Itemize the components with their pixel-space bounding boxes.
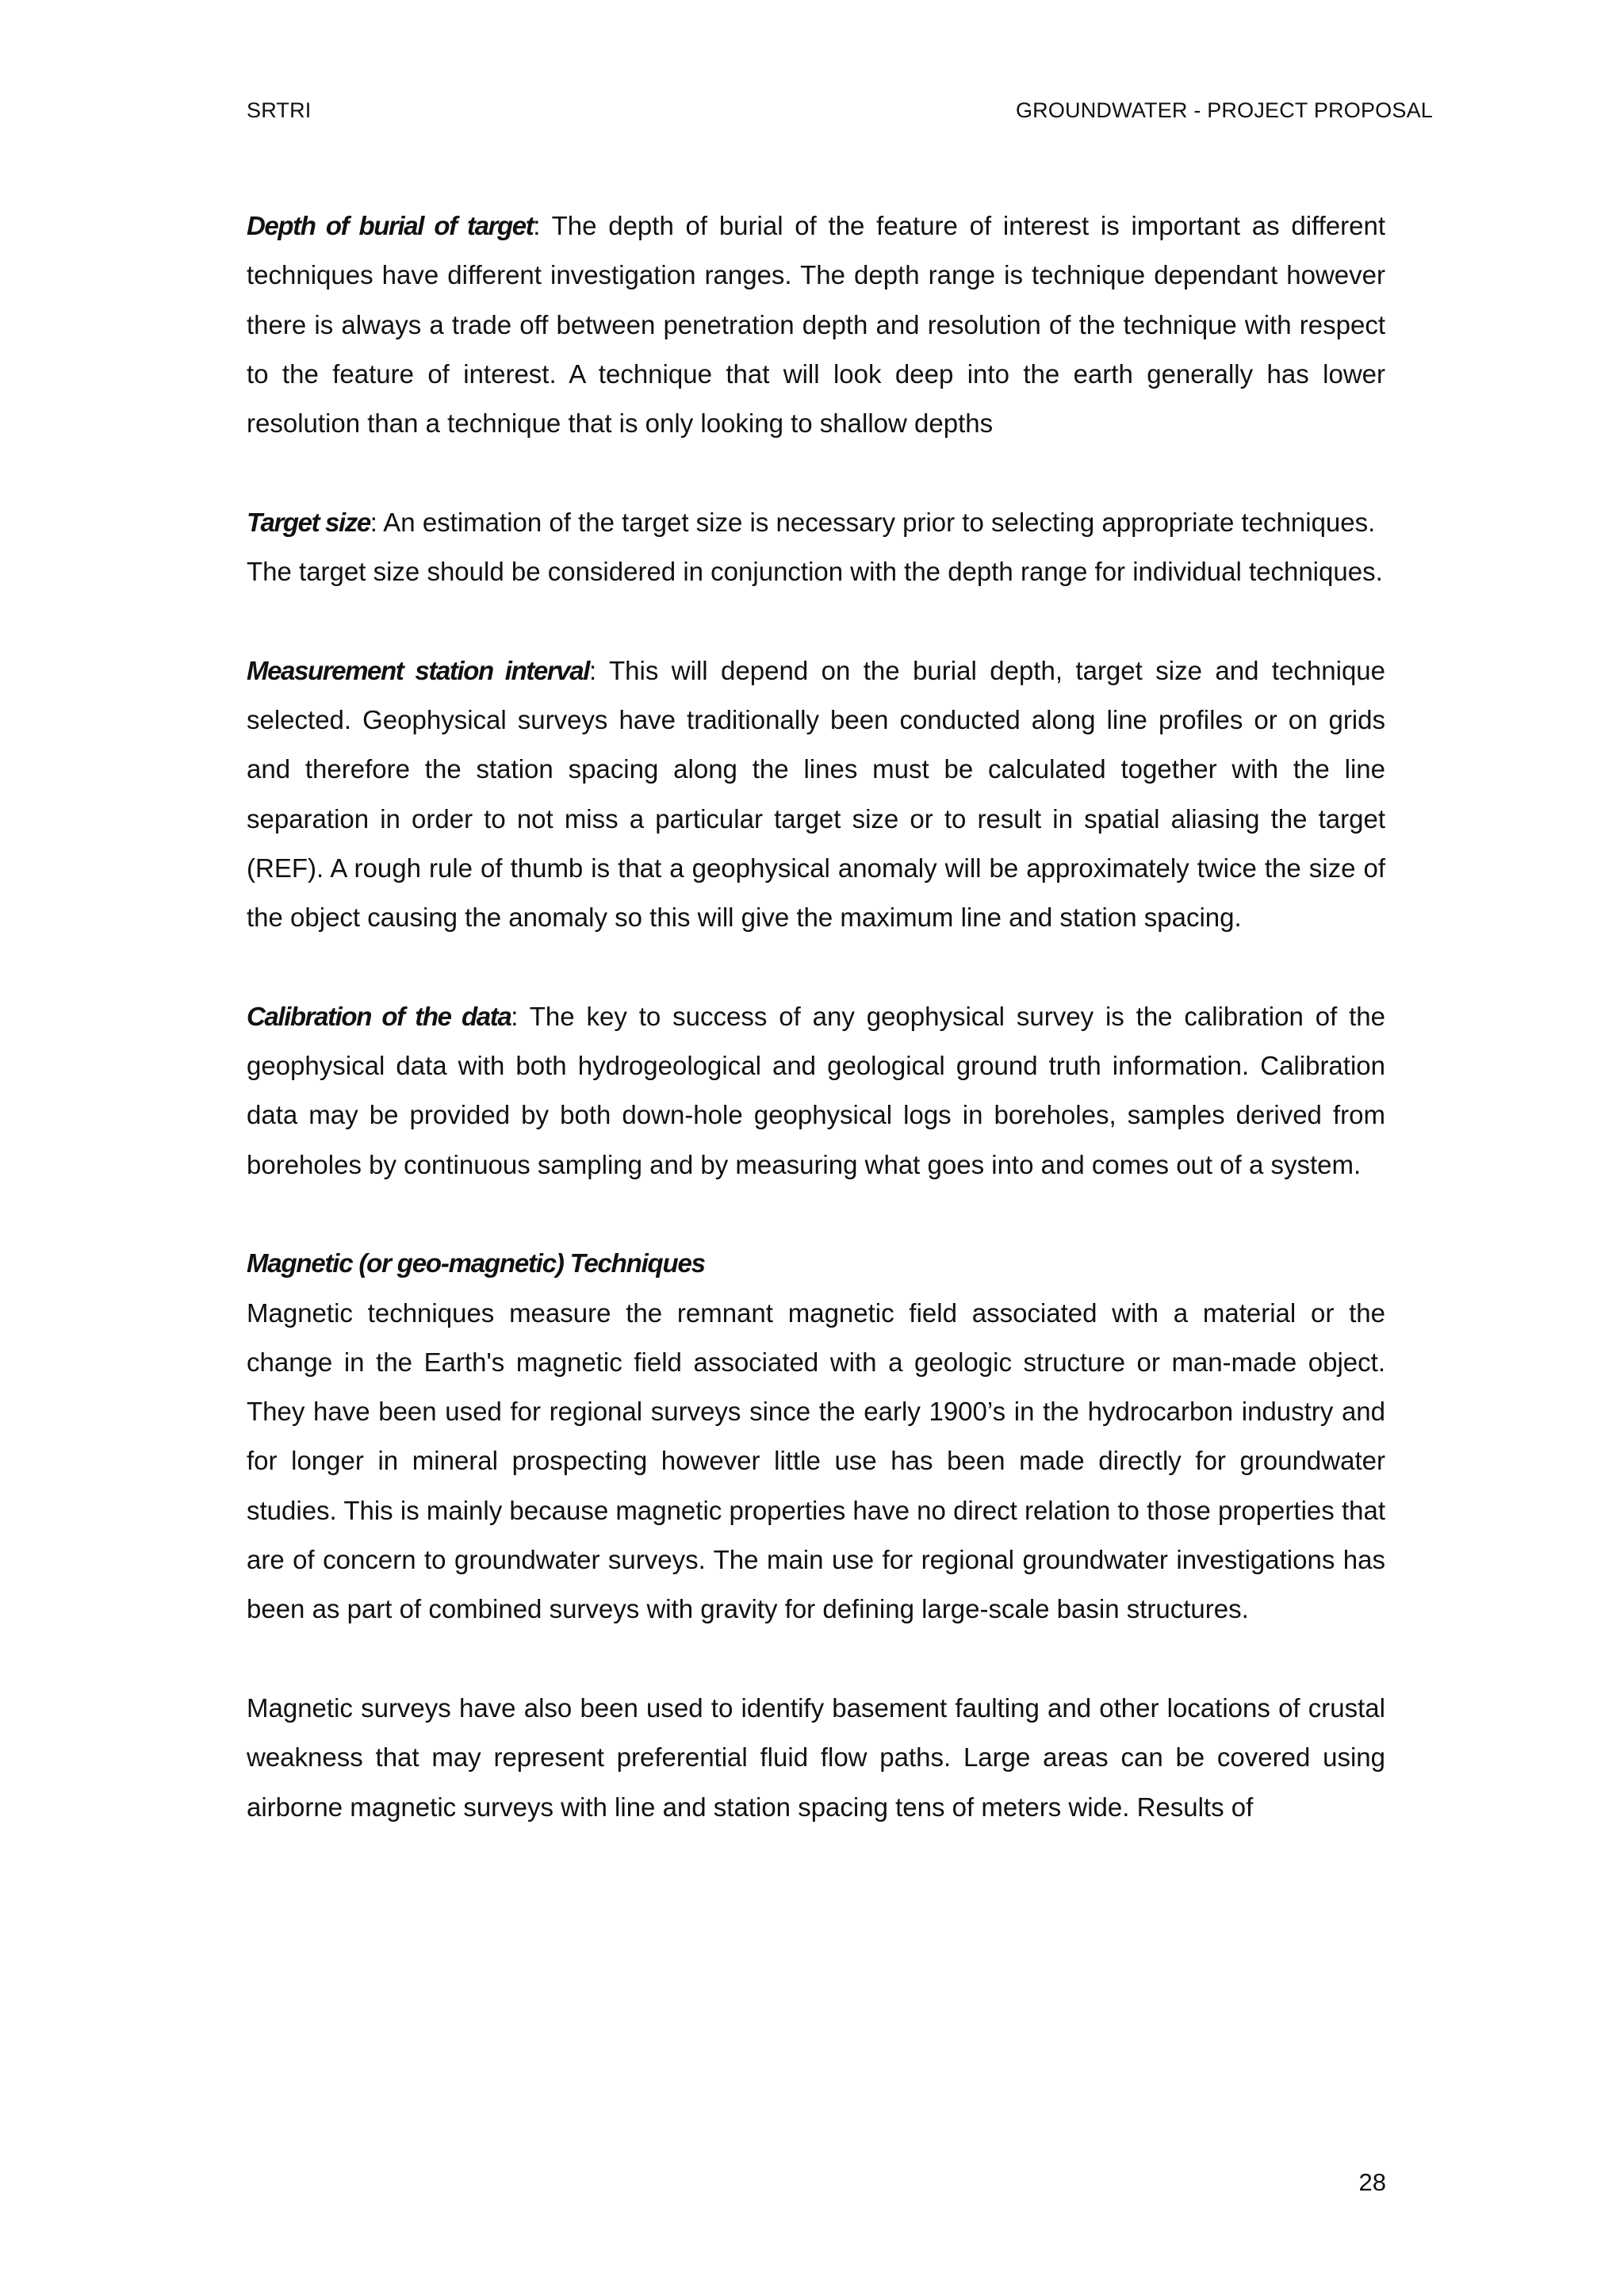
paragraph-target-size <box>247 498 1385 597</box>
paragraph-station-interval <box>247 646 1385 943</box>
section-heading-magnetic: Magnetic (or geo-magnetic) Techniques <box>247 1248 705 1278</box>
header-title: GROUNDWATER - PROJECT PROPOSAL <box>1015 98 1433 122</box>
paragraph-magnetic-1: Magnetic techniques measure the remnant magnetic field associated with a material or the change in the Earth's magnetic field associated with a geologic structure or man-made object. They have been used for regional surveys since the early 1900’s in the hydrocarbon industry and for longer in mineral prospecting however little use has been made directly for groundwater studies. This is mainly because magnetic properties have no direct relation to those properties that are of concern to groundwater surveys. The main use for regional groundwater investigations has been as part of combined surveys with gravity for defining large-scale basin structures. <box>247 1297 1385 1624</box>
header-org: SRTRI <box>247 98 312 122</box>
page-number: 28 <box>1358 2168 1386 2196</box>
term-calibration: Calibration of the data <box>247 1001 511 1031</box>
text-depth-of-burial: : The depth of burial of the feature of interest is important as different techniques have different investigation ranges. The depth range is technique dependant however there is always a trade off between penetration depth and resolution of the technique with respect to the feature of interest. A technique that will look deep into the earth generally has lower resolution than a technique that is only looking to shallow depths <box>247 211 1385 439</box>
paragraph-calibration <box>247 992 1385 1190</box>
page-header <box>247 98 1433 130</box>
term-target-size: Target size <box>247 507 370 537</box>
text-station-interval: : This will depend on the burial depth, target size and technique selected. Geophysical surveys have traditionally been conducted along line profiles or on grids and therefore the station spacing along the lines must be calculated together with the line separation in order to not miss a particular target size or to result in spatial aliasing the target (REF). A rough rule of thumb is that a geophysical anomaly will be approximately twice the size of the object causing the anomaly so this will give the maximum line and station spacing. <box>247 655 1385 933</box>
text-target-size-2: The target size should be considered in conjunction with the depth range for individual techniques. <box>247 557 1383 587</box>
text-target-size: : An estimation of the target size is necessary prior to selecting appropriate techniques. <box>370 507 1376 537</box>
document-body <box>247 201 1385 1881</box>
paragraph-depth-of-burial <box>247 201 1385 448</box>
paragraph-magnetic-2: Magnetic surveys have also been used to identify basement faulting and other locations of crustal weakness that may represent preferential fluid flow paths. Large areas can be covered using airborne magnetic surveys with line and station spacing tens of meters wide. Results of <box>247 1692 1385 1822</box>
term-depth-of-burial: Depth of burial of target <box>247 211 534 240</box>
term-station-interval: Measurement station interval <box>247 655 589 685</box>
text-calibration: : The key to success of any geophysical survey is the calibration of the geophysical data with both hydrogeological and geological ground truth information. Calibration data may be provided by both down-hole geophysical logs in boreholes, samples derived from boreholes by continuous sampling and by measuring what goes into and comes out of a system. <box>247 1001 1385 1179</box>
